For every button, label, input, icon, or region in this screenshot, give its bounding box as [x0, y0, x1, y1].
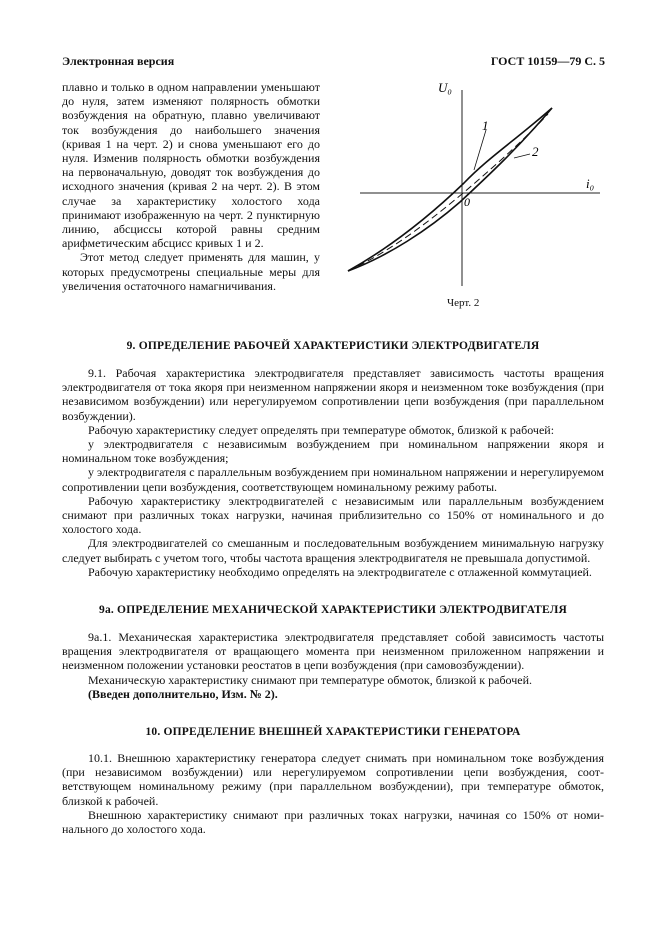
- intro-paragraph-1: плавно и только в одном направлении уменьшают до нуля, затем изменяют полярность обмотки возбуждения на обратную, плавно увеличивают ток возбуждения до наибольшего значения (кривая 1 на черт. 2) и снова уменьшают его до нуля. Изменив полярность обмотки возбуждения на первоначальную, доводят ток возбуждения до исходного значения (кривая 2 на черт. 2). В этом случае за характеристику холостого хода принимают изображенную на черт. 2 пунктирную линию, абсциссы которой равны средним арифметическим абсцисс кривых 1 и 2.: [62, 80, 320, 251]
- section-10-paragraph: 10.1. Внешнюю характеристику генератора следует снимать при номинальном токе возбуждения (при независимом возбуждении) или нерегулируемом сопротивлении цепи возбуждения, соответствующем номинальному режиму (при параллельном возбуждении), при температуре обмоток, близкой к рабочей.: [62, 751, 604, 808]
- section-9a-body: [62, 630, 604, 701]
- section-10-paragraph: Внешнюю характеристику снимают при различных токах нагрузки, начиная со 150% от номинального до холостого хода.: [62, 807, 604, 837]
- section-9-title: 9. ОПРЕДЕЛЕНИЕ РАБОЧЕЙ ХАРАКТЕРИСТИКИ ЭЛЕКТРОДВИГАТЕЛЯ: [126, 340, 540, 352]
- section-9-paragraph: Рабочую характеристику электродвигателей с независимым или параллельным возбуждением снимают при различных токах нагрузки, начиная приблизительно со 150% от номинального и до холостого хода.: [62, 493, 604, 537]
- section-10-body: [62, 751, 604, 836]
- intro-column-text: [62, 80, 320, 293]
- section-9a-note: (Введен дополнительно, Изм. № 2).: [88, 686, 278, 701]
- hysteresis-diagram: [338, 78, 608, 310]
- section-9-paragraph: у электродвигателя с параллельным возбуждением при номинальном напряжении и нерегулируемом сопротивлении цепи возбуждения, соответствующем номинальному режиму работы.: [62, 465, 604, 494]
- y-axis-label: U₀: [438, 80, 452, 95]
- origin-label: 0: [464, 195, 470, 209]
- curve-1: [348, 108, 552, 271]
- section-9a-paragraph: 9а.1. Механическая характеристика электродвигателя представляет собой зависимость частоты вращения электродвигателя от вращающего момента при неизменном приложенном напряжении и неизменном положении установки реостатов в цепи возбуждения (при самовозбуждении).: [62, 630, 604, 673]
- section-10-title: 10. ОПРЕДЕЛЕНИЕ ВНЕШНЕЙ ХАРАКТЕРИСТИКИ ГЕНЕРАТОРА: [145, 726, 521, 738]
- figure-caption: Черт. 2: [447, 297, 480, 309]
- curve-2: [348, 108, 552, 271]
- x-axis-label: i₀: [586, 176, 595, 191]
- section-9a-paragraph: Механическую характеристику снимают при температуре обмоток, близкой к рабочей.: [88, 672, 533, 687]
- section-9a-title: 9а. ОПРЕДЕЛЕНИЕ МЕХАНИЧЕСКОЙ ХАРАКТЕРИСТИКИ ЭЛЕКТРОДВИГАТЕЛЯ: [99, 604, 567, 616]
- header-doc-version: Электронная версия: [62, 54, 175, 68]
- section-9-paragraph: Рабочую характеристику необходимо определять на электродвигателе с отлаженной коммутацией.: [88, 564, 592, 579]
- section-9-paragraph: 9.1. Рабочая характеристика электродвигателя представляет зависимость частоты вращения электродвигателя от тока якоря при неизменном напряжении якоря и неизменном токе возбуждения (при независимом возбуждении) или нерегулируемом сопротивлении цепи возбуждения (при параллельном возбуждении).: [62, 366, 604, 423]
- section-9-paragraph: у электродвигателя с независимым возбуждением при номинальном напряжении якоря и номинальном токе возбуждения;: [62, 437, 604, 466]
- curve-2-label: 2: [532, 144, 539, 159]
- hysteresis-figure: [338, 78, 608, 310]
- intro-paragraph-2: Этот метод следует применять для машин, у которых предусмотрены специальные меры для увеличения остаточного намагничивания.: [62, 250, 320, 293]
- section-9-paragraph: Рабочую характеристику следует определять при температуре обмоток, близкой к рабочей:: [88, 422, 555, 437]
- section-9-body: [62, 366, 604, 579]
- section-9-paragraph: Для электродвигателей со смешанным и последовательным возбуждением минимальную нагрузку следует выбирать с учетом того, чтобы частота вращения электродвигателя не превышала допустимой.: [62, 536, 604, 565]
- curve-2-leader: [514, 154, 530, 158]
- header-standard-page: ГОСТ 10159—79 С. 5: [490, 54, 605, 68]
- average-dashed-curve: [358, 114, 548, 266]
- curve-1-label: 1: [482, 118, 489, 133]
